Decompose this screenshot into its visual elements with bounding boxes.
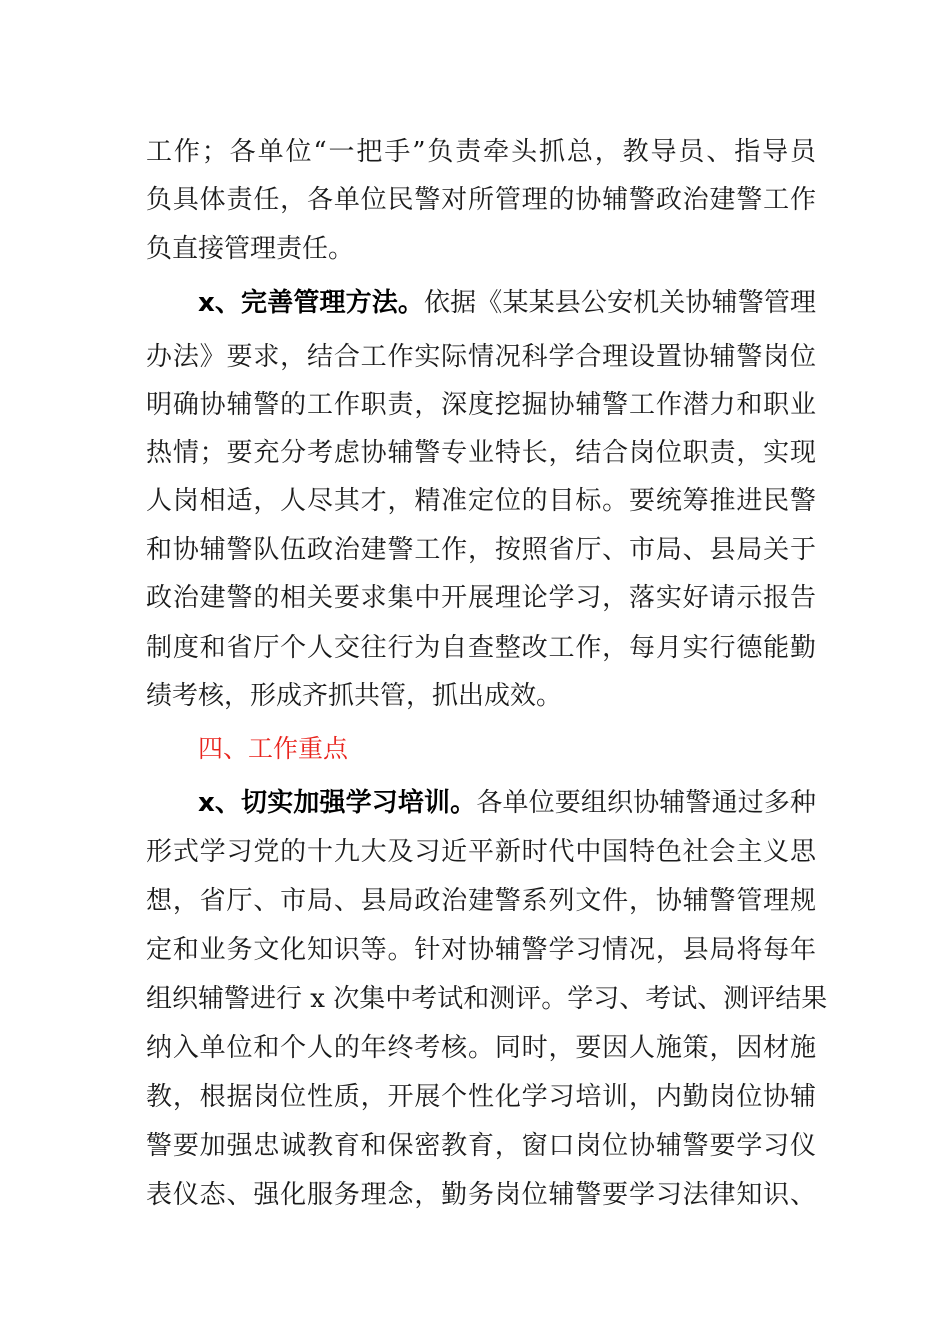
paragraph-line: 警要加强忠诚教育和保密教育，窗口岗位协辅警要学习仪 [146,1131,816,1161]
paragraph-line: 负具体责任，各单位民警对所管理的协辅警政治建警工作 [146,185,816,215]
paragraph-line: 定和业务文化知识等。针对协辅警学习情况，县局将每年 [146,935,816,965]
paragraph-first-line [198,283,816,323]
paragraph-first-line-text: 各单位要组织协辅警通过多种 [476,788,816,818]
paragraph-line: 纳入单位和个人的年终考核。同时，要因人施策，因材施 [146,1033,816,1063]
paragraph-first-line-text: 依据《某某县公安机关协辅警管理 [424,288,816,318]
section-heading: 四、工作重点 [198,734,349,763]
paragraph-line: 绩考核，形成齐抓共管，抓出成效。 [146,681,563,711]
paragraph-line: 办法》要求，结合工作实际情况科学合理设置协辅警岗位 [146,342,816,372]
paragraph-line: 工作；各单位“一把手”负责牵头抓总，教导员、指导员 [146,137,816,167]
paragraph-line: 明确协辅警的工作职责，深度挖掘协辅警工作潜力和职业 [146,390,816,420]
paragraph-line: 表仪态、强化服务理念，勤务岗位辅警要学习法律知识、 [146,1180,816,1210]
paragraph-line: 热情；要充分考虑协辅警专业特长，结合岗位职责，实现 [146,438,816,468]
paragraph-line: 想，省厅、市局、县局政治建警系列文件，协辅警管理规 [146,886,816,916]
paragraph-line: 形式学习党的十九大及习近平新时代中国特色社会主义思 [146,837,816,867]
paragraph-line: 组织辅警进行 x 次集中考试和测评。学习、考试、测评结果 [146,984,828,1014]
paragraph-line: 教，根据岗位性质，开展个性化学习培训，内勤岗位协辅 [146,1082,816,1112]
paragraph-first-line [198,783,816,823]
paragraph-line: 制度和省厅个人交往行为自查整改工作，每月实行德能勤 [146,633,816,663]
paragraph-line: 政治建警的相关要求集中开展理论学习，落实好请示报告 [146,583,816,613]
paragraph-line: 负直接管理责任。 [146,234,355,264]
paragraph-lead-bold: x、切实加强学习培训。 [198,788,477,818]
paragraph-lead-bold: x、完善管理方法。 [198,288,425,318]
paragraph-line: 人岗相适，人尽其才，精准定位的目标。要统筹推进民警 [146,486,816,516]
paragraph-line: 和协辅警队伍政治建警工作，按照省厅、市局、县局关于 [146,535,816,565]
